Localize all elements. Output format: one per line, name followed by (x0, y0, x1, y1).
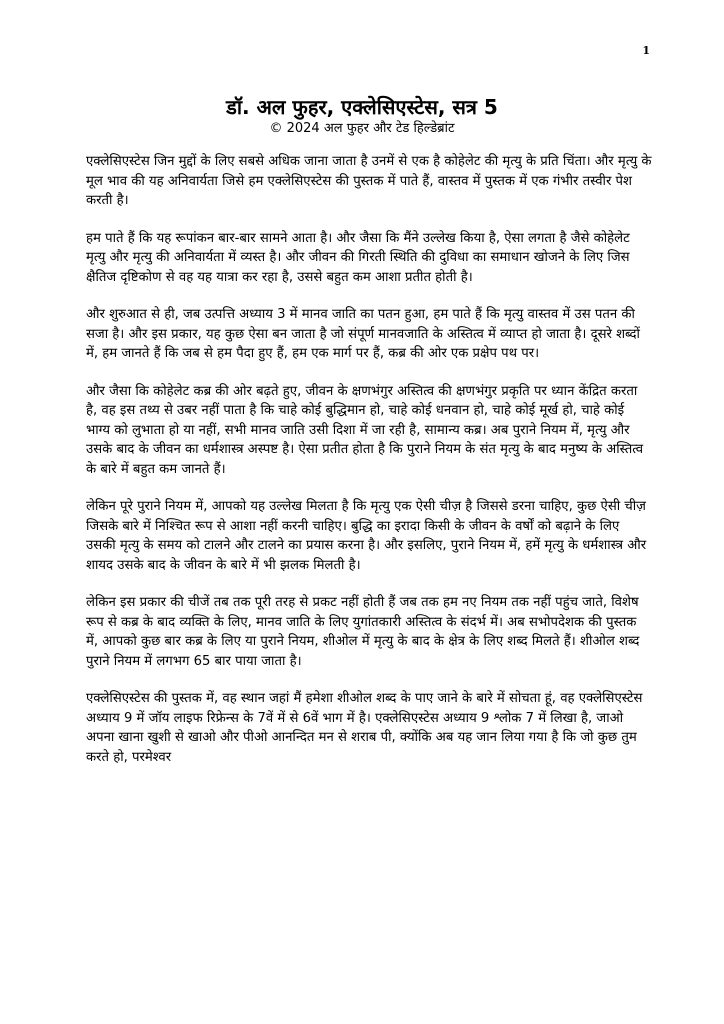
page-number: 1 (642, 44, 650, 57)
document-header (0, 94, 724, 138)
paragraph-7: एक्लेसिएस्टेस की पुस्तक में, वह स्थान जहां मैं हमेशा शीओल शब्द के पाए जाने के बारे में सोचता हूं, वह एक्लेसिएस्टेस अध्याय 9 में जॉय लाइफ रिफ्रेन्स के 7वें में से 6वें भाग में है। एक्लेसिएस्टेस अध्याय 9 श्लोक 7 में लिखा है, जाओ अपना खाना खुशी से खाओ और पीओ आनन्दित मन से शराब पी, क्योंकि अब यह जान लिया गया है कि जो कुछ तुम करते हो, परमेश्वर (86, 691, 643, 765)
document-body (86, 152, 652, 785)
paragraph-2: हम पाते हैं कि यह रूपांकन बार-बार सामने आता है। और जैसा कि मैंने उल्लेख किया है, ऐसा लगता है जैसे कोहेलेट मृत्यु और मृत्यु की अनिवार्यता में व्यस्त है। और जीवन की गिरती स्थिति की दुविधा का समाधान खोजने के लिए जिस क्षैतिज दृष्टिकोण से वह यह यात्रा कर रहा है, उससे बहुत कम आशा प्रतीत होती है। (86, 230, 630, 285)
copyright-line: © 2024 अल फुहर और टेड हिल्डेब्रांट (269, 121, 455, 136)
document-title: डॉ. अल फुहर, एक्लेसिएस्टेस, सत्र 5 (226, 95, 498, 119)
paragraph-5: लेकिन पूरे पुराने नियम में, आपको यह उल्लेख मिलता है कि मृत्यु एक ऐसी चीज़ है जिससे डरना चाहिए, कुछ ऐसी चीज़ जिसके बारे में निश्चित रूप से आशा नहीं करनी चाहिए। बुद्धि का इरादा किसी के जीवन के वर्षों को बढ़ाने के लिए उसकी मृत्यु के समय को टालने और टालने का प्रयास करना है। और इसलिए, पुराने नियम में, हमें मृत्यु के धर्मशास्त्र और शायद उसके बाद के जीवन के बारे में भी झलक मिलती है। (86, 499, 647, 573)
paragraph-6: लेकिन इस प्रकार की चीजें तब तक पूरी तरह से प्रकट नहीं होती हैं जब तक हम नए नियम तक नहीं पहुंच जाते, विशेष रूप से कब्र के बाद व्यक्ति के लिए, मानव जाति के लिए युगांतकारी अस्तित्व के संदर्भ में। अब सभोपदेशक की पुस्तक में, आपको कुछ बार कब्र के लिए या पुराने नियम, शीओल में मृत्यु के बाद के क्षेत्र के लिए शब्द मिलते हैं। शीओल शब्द पुराने नियम में लगभग 65 बार पाया जाता है। (86, 595, 640, 669)
paragraph-3: और शुरुआत से ही, जब उत्पत्ति अध्याय 3 में मानव जाति का पतन हुआ, हम पाते हैं कि मृत्यु वास्तव में उस पतन की सजा है। और इस प्रकार, यह कुछ ऐसा बन जाता है जो संपूर्ण मानवजाति के अस्तित्व में व्याप्त हो जाता है। दूसरे शब्दों में, हम जानते हैं कि जब से हम पैदा हुए हैं, हम एक मार्ग पर हैं, कब्र की ओर एक प्रक्षेप पथ पर। (86, 307, 640, 361)
paragraph-1: एक्लेसिएस्टेस जिन मुद्दों के लिए सबसे अधिक जाना जाता है उनमें से एक है कोहेलेट की मृत्यु के प्रति चिंता। और मृत्यु के मूल भाव की यह अनिवार्यता जिसे हम एक्लेसिएस्टेस की पुस्तक में पाते हैं, वास्तव में पुस्तक में एक गंभीर तस्वीर पेश करती है। (86, 154, 652, 208)
paragraph-4: और जैसा कि कोहेलेट कब्र की ओर बढ़ते हुए, जीवन के क्षणभंगुर अस्तित्व की क्षणभंगुर प्रकृति पर ध्यान केंद्रित करता है, वह इस तथ्य से उबर नहीं पाता है कि चाहे कोई बुद्धिमान हो, चाहे कोई धनवान हो, चाहे कोई मूर्ख हो, चाहे कोई भाग्य को लुभाता हो या नहीं, सभी मानव जाति उसी दिशा में जा रही है, सामान्य कब्र। अब पुराने नियम में, मृत्यु और उसके बाद के जीवन का धर्मशास्त्र अस्पष्ट है। ऐसा प्रतीत होता है कि पुराने नियम के संत मृत्यु के बाद मनुष्य के अस्तित्व के बारे में बहुत कम जानते हैं। (86, 383, 644, 477)
